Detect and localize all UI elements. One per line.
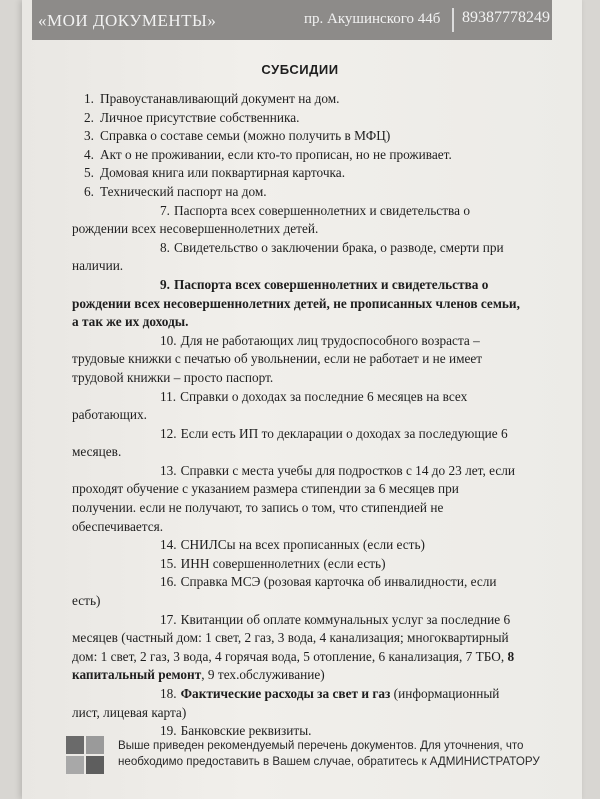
list-item: 15. ИНН совершеннолетних (если есть) xyxy=(160,555,386,571)
page-title: СУБСИДИИ xyxy=(261,62,339,77)
list-item: 5. Домовая книга или поквартирная карточка. xyxy=(84,165,346,181)
list-item: 4. Акт о не проживании, если кто-то прописан, но не проживает. xyxy=(84,146,452,162)
list-item: 18. Фактические расходы за свет и газ (информационный лист, лицевая карта) xyxy=(72,686,500,720)
list-item: 6. Технический паспорт на дом. xyxy=(84,183,267,199)
list-item: 13. Справки с места учебы для подростков с 14 до 23 лет, если проходят обучение с указанием размера стипендии за 6 месяцев при получении. если не получают, то запись о том, что стипендией не обеспечивается. xyxy=(72,462,516,534)
mfc-logo-icon xyxy=(66,736,106,774)
document-list xyxy=(72,90,524,741)
list-item: 3. Справка о составе семьи (можно получить в МФЦ) xyxy=(84,128,391,144)
brand-name: «МОИ ДОКУМЕНТЫ» xyxy=(38,11,217,30)
header-banner xyxy=(32,0,552,40)
list-item: 12. Если есть ИП то декларации о доходах за последующие 6 месяцев. xyxy=(72,425,508,460)
list-item: 8. Свидетельство о заключении брака, о разводе, смерти при наличии. xyxy=(72,239,504,274)
list-item: 16. Справка МСЭ (розовая карточка об инвалидности, если есть) xyxy=(72,574,497,609)
footer-note: Выше приведен рекомендуемый перечень документов. Для уточнения, что необходимо предоставить в Вашем случае, обратитесь к АДМИНИСТРАТОРУ xyxy=(118,739,540,768)
list-item: 10. Для не работающих лиц трудоспособного возраста – трудовые книжки с печатью об увольнении, если не работает и не имеет трудовой книжки – просто паспорт. xyxy=(72,332,483,385)
list-item: 17. Квитанции об оплате коммунальных услуг за последние 6 месяцев (частный дом: 1 свет, 2 газ, 3 вода, 4 канализация; многоквартирный дом: 1 свет, 2 газ, 3 вода, 4 горячая вода, 5 отопление, 6 канализация, 7 ТБО, 8 капитальный ремонт, 9 тех.обслуживание) xyxy=(72,611,515,683)
list-item: 19. Банковские реквизиты. xyxy=(160,723,312,739)
office-address: пр. Акушинского 44б xyxy=(304,11,441,27)
list-item: 14. СНИЛСы на всех прописанных (если есть) xyxy=(160,537,425,553)
list-item: 2. Личное присутствие собственника. xyxy=(84,109,300,125)
list-item: 11. Справки о доходах за последние 6 месяцев на всех работающих. xyxy=(72,388,468,423)
list-item: 1. Правоустанавливающий документ на дом. xyxy=(84,91,340,106)
phone-number: 89387778249 xyxy=(452,8,550,32)
footer xyxy=(66,736,556,776)
list-item: 7. Паспорта всех совершеннолетних и свидетельства о рождении всех несовершеннолетних детей. xyxy=(72,202,470,237)
list-item: 9. Паспорта всех совершеннолетних и свидетельства о рождении всех несовершеннолетних детей, не прописанных членов семьи, а так же их доходы. xyxy=(72,276,520,330)
